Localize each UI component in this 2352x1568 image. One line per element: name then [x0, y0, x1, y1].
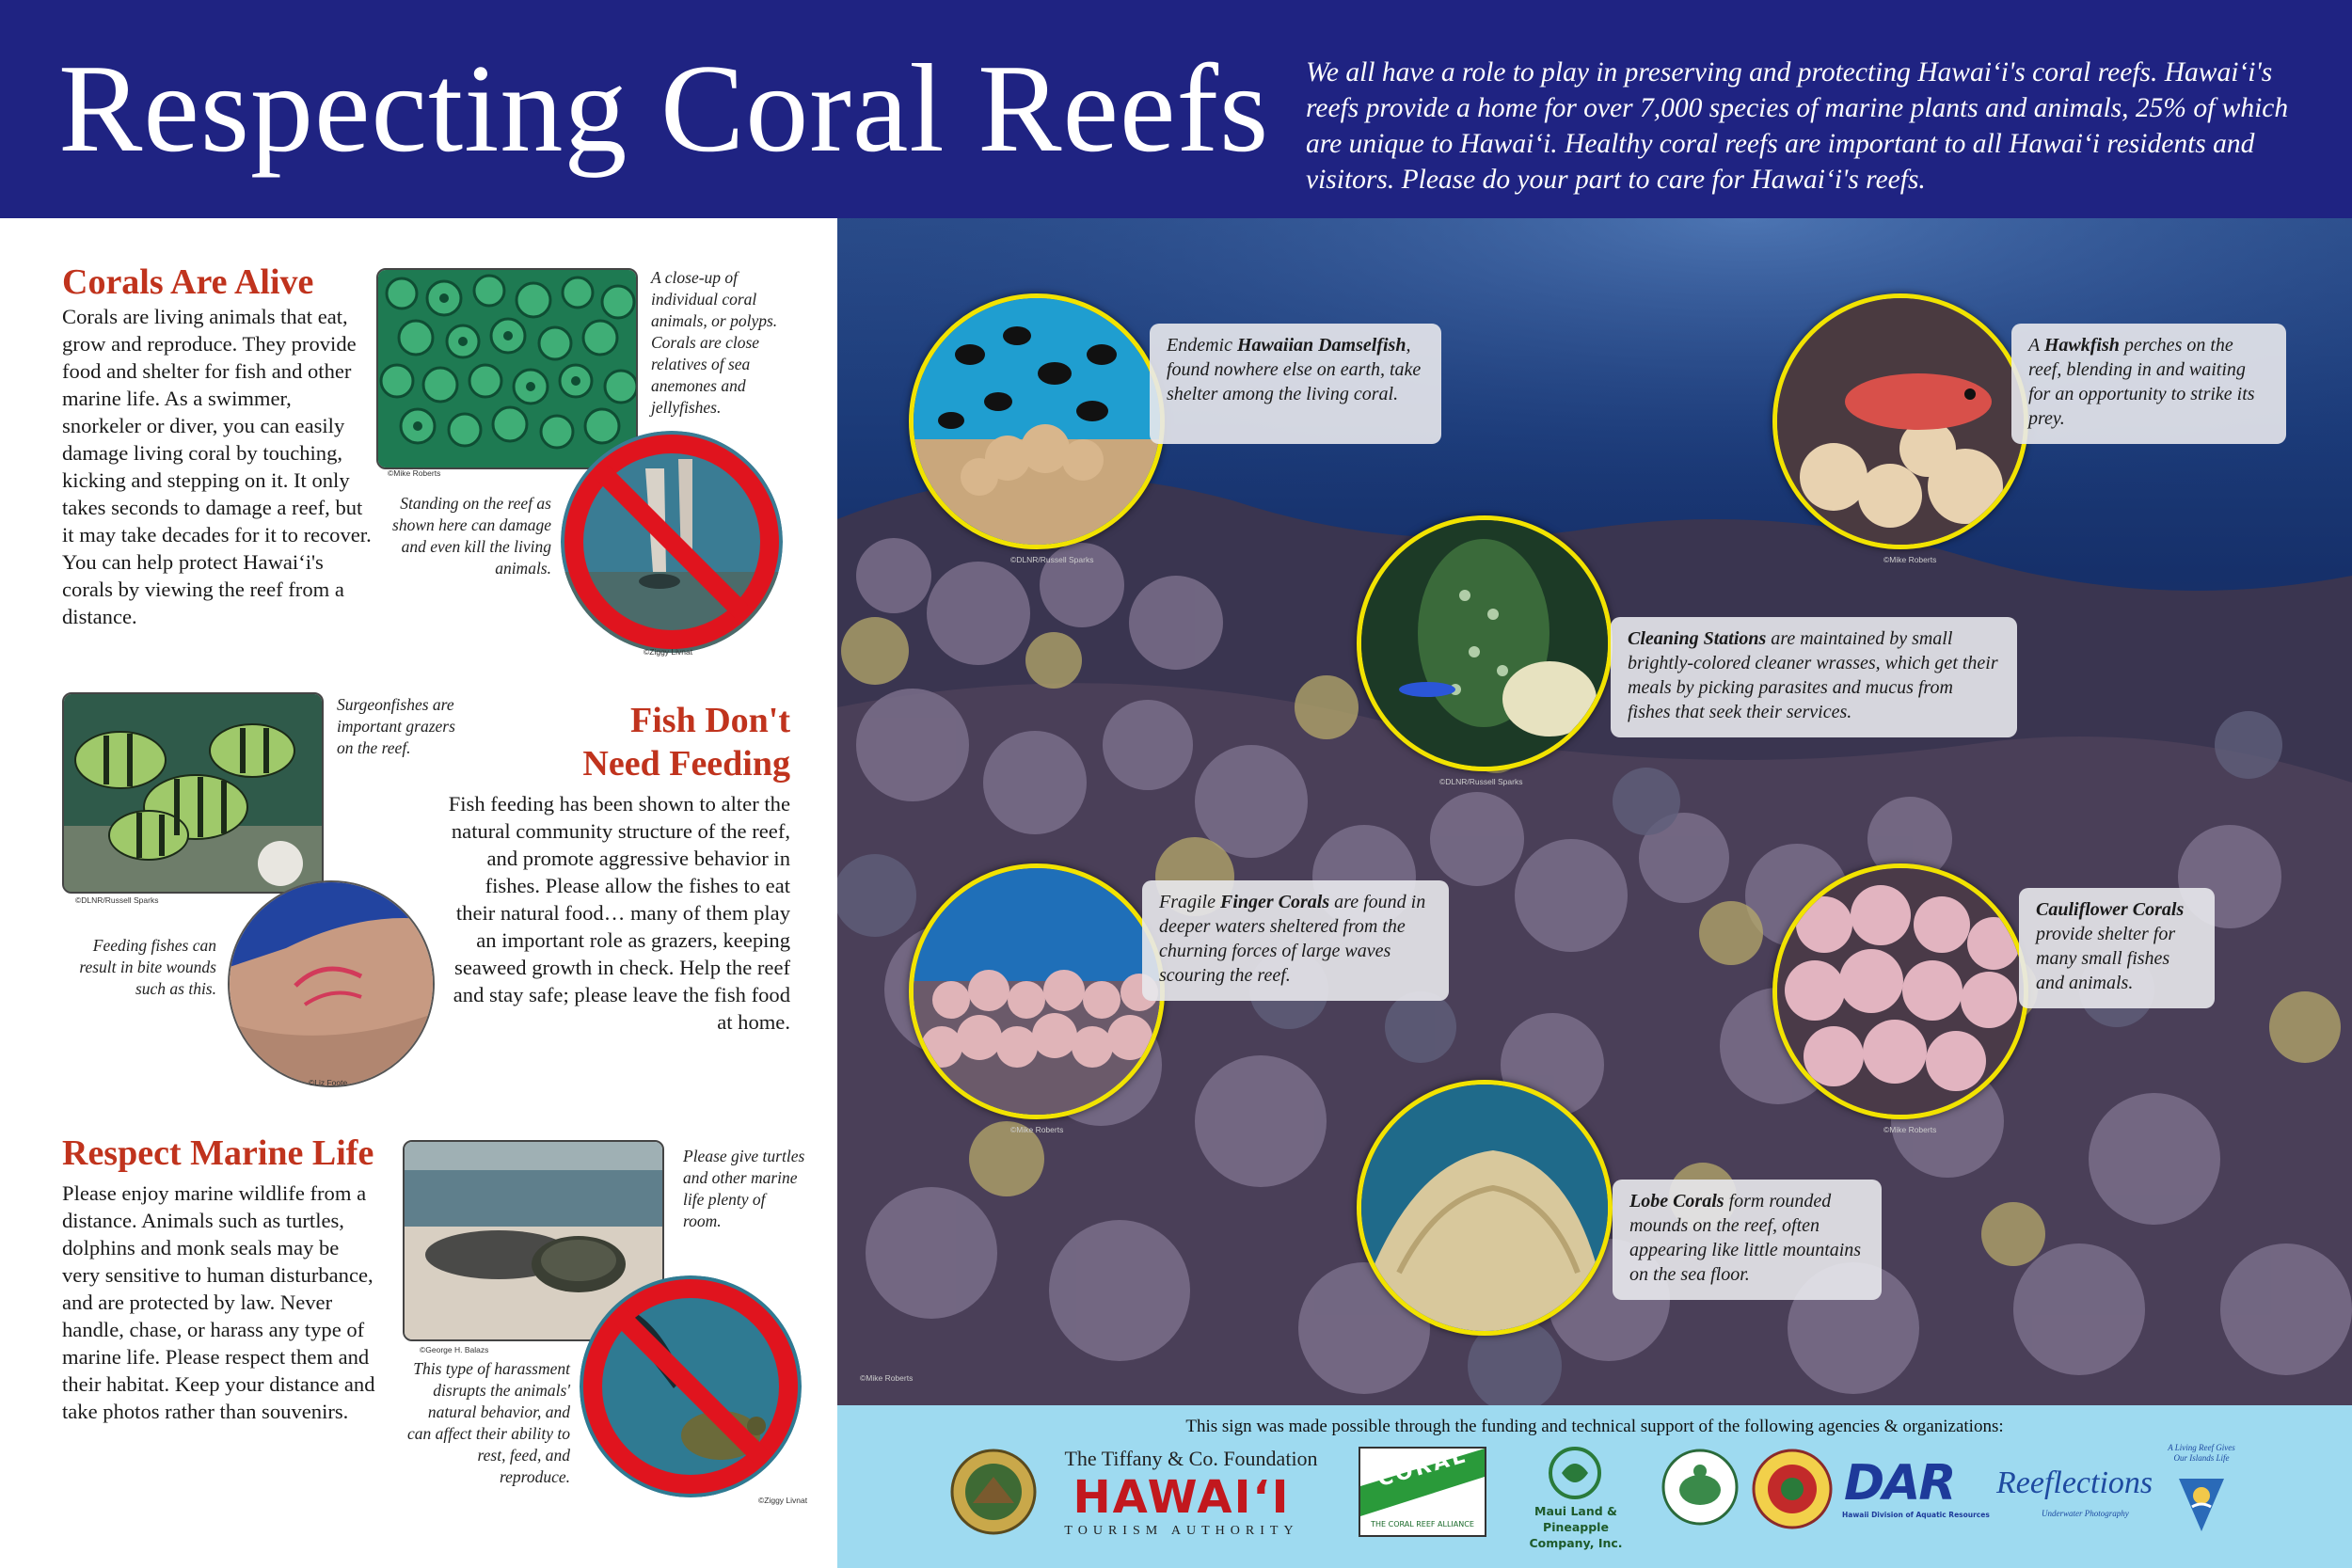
living-reef-label: A Living Reef Gives Our Islands Life	[2168, 1443, 2235, 1463]
lobe-coral-callout	[1613, 1180, 1882, 1300]
living-reef-logo	[2175, 1475, 2228, 1535]
corals-alive-heading: Corals Are Alive	[62, 262, 314, 302]
finger-text-pre: Fragile	[1159, 892, 1220, 912]
standing-caption: Standing on the reef as shown here can damage and even kill the living animals.	[392, 494, 551, 578]
damselfish-callout	[1150, 324, 1441, 444]
maui-land-pineapple-label	[1505, 1503, 1646, 1551]
corals-alive-body: Corals are living animals that eat, grow and reproduce. They provide food and shelter for fish and other marine life. As a swimmer, snorkeler or diver, you can easily damage living coral by touching, kicking and stepping on it. It only takes seconds to damage a reef, but it may take decades for it to recover. You can help protect Hawaiʻi's corals by viewing the reef from a distance.	[62, 305, 372, 628]
hawkfish-photo	[1772, 293, 2028, 549]
cleaning-station-callout	[1611, 617, 2017, 737]
fish-feeding-body: Fish feeding has been shown to alter the natural community structure of the reef, and promote aggressive behavior in fishes. Please allow the fishes to eat their natural food… many of them play an important role as grazers, keeping seaweed growth in check. Help the reef and stay safe; please leave the fish food at home.	[448, 792, 790, 1034]
cauliflower-text-post: provide shelter for many small fishes and animals.	[2036, 924, 2176, 993]
harass-photo-credit: ©Ziggy Livnat	[758, 1496, 808, 1505]
hawaii-tourism-authority-label: TOURISM AUTHORITY	[1064, 1524, 1299, 1538]
fish-feeding-heading-line2: Need Feeding	[582, 744, 790, 784]
polyp-caption: A close-up of individual coral animals, or polyps. Corals are close relatives of sea anemones and jellyfishes.	[651, 268, 778, 417]
dar-logo: DAR	[1844, 1455, 1955, 1512]
maui-label-line2: Company, Inc.	[1529, 1536, 1623, 1550]
dar-label: Hawaii Division of Aquatic Resources	[1842, 1511, 1990, 1519]
tiffany-foundation-logo: The Tiffany & Co. Foundation	[1064, 1447, 1318, 1470]
no-harassment-photo	[580, 1275, 802, 1497]
finger-text-bold: Finger Corals	[1220, 892, 1330, 912]
surgeonfish-photo-credit: ©DLNR/Russell Sparks	[75, 895, 159, 905]
no-standing-on-reef-photo	[561, 431, 783, 653]
turtle-seal-logo	[1661, 1449, 1739, 1526]
damselfish-text-post: , found nowhere else on earth, take shelter among the living coral.	[1167, 335, 1422, 404]
coral-polyps-photo	[376, 268, 638, 469]
turtle-caption: Please give turtles and other marine life plenty of room.	[683, 1147, 805, 1230]
cleaning-station-photo	[1357, 515, 1613, 771]
hawkfish-credit: ©Mike Roberts	[1883, 555, 1937, 564]
maui-label-line1: Maui Land & Pineapple	[1534, 1504, 1617, 1534]
seal-photo-credit: ©George H. Balazs	[420, 1345, 489, 1354]
cleaning-text-bold: Cleaning Stations	[1628, 628, 1767, 649]
cleaning-text-post: are maintained by small brightly-colored cleaner wrasses, which get their meals by picking parasites and mucus from fishes that seek their services.	[1628, 628, 1998, 722]
lobe-coral-photo	[1357, 1080, 1613, 1336]
page-title: Respecting Coral Reefs	[58, 39, 1270, 178]
cleaning-credit: ©DLNR/Russell Sparks	[1439, 777, 1523, 786]
finger-coral-photo	[909, 863, 1165, 1119]
lobe-text-post: form rounded mounds on the reef, often appearing like little mountains on the sea floor.	[1629, 1191, 1862, 1285]
finger-coral-credit: ©Mike Roberts	[1010, 1125, 1064, 1134]
hawkfish-callout	[2011, 324, 2286, 444]
hawaii-tourism-wordmark: HAWAIʻI	[1073, 1471, 1291, 1524]
fish-feeding-heading-line1: Fish Don't	[630, 701, 790, 740]
standing-photo-credit: ©Ziggy Livnat	[644, 647, 693, 657]
polyp-photo-credit: ©Mike Roberts	[388, 468, 441, 478]
maui-land-pineapple-icon	[1549, 1447, 1601, 1499]
main-photo-credit: ©Mike Roberts	[860, 1373, 914, 1383]
hawkfish-text-post: perches on the reef, blending in and waiting for an opportunity to strike its prey.	[2028, 335, 2255, 429]
coral-wordmark: CORAL	[1375, 1443, 1470, 1493]
cauliflower-coral-callout	[2019, 888, 2215, 1008]
intro-text: We all have a role to play in preserving and protecting Hawaiʻi's coral reefs. Hawaiʻi's reefs provide a home for over 7,000 species of marine plants and animals, 25% of which are unique to Hawaiʻi. Healthy coral reefs are important to all Hawaiʻi residents and visitors. Please do your part to care for Hawaiʻi's reefs.	[1306, 57, 2289, 195]
dlnr-seal-logo	[1752, 1449, 1833, 1529]
surgeonfish-caption: Surgeonfishes are important grazers on the reef.	[337, 695, 455, 757]
hawkfish-text-pre: A	[2028, 335, 2044, 356]
reeflections-label: Underwater Photography	[2042, 1509, 2129, 1518]
bite-photo-credit: ©Liz Foote	[309, 1078, 348, 1087]
surgeonfish-photo	[62, 692, 324, 894]
reeflections-logo: Reeflections	[1996, 1465, 2153, 1500]
damselfish-text-bold: Hawaiian Damselfish	[1236, 335, 1406, 356]
sponsor-statement: This sign was made possible through the funding and technical support of the following agencies & organizations:	[1185, 1417, 2004, 1436]
cauliflower-coral-photo	[1772, 863, 2028, 1119]
cauliflower-text-bold: Cauliflower Corals	[2036, 899, 2185, 920]
hawkfish-text-bold: Hawkfish	[2043, 335, 2120, 356]
bite-caption: Feeding fishes can result in bite wounds such as this.	[79, 936, 216, 998]
damselfish-credit: ©DLNR/Russell Sparks	[1010, 555, 1094, 564]
marine-life-heading: Respect Marine Life	[62, 1133, 374, 1173]
coral-reef-alliance-label: THE CORAL REEF ALLIANCE	[1371, 1520, 1474, 1528]
marine-life-body: Please enjoy marine wildlife from a distance. Animals such as turtles, dolphins and monk seals may be very sensitive to human disturbance, and are protected by law. Never handle, chase, or harass any type of marine life. Please respect them and their habitat. Keep your distance and take photos rather than souvenirs.	[62, 1181, 375, 1423]
harass-caption: This type of harassment disrupts the animals' natural behavior, and can affect their ability to rest, feed, and reproduce.	[406, 1359, 570, 1486]
coral-reef-alliance-logo	[1359, 1443, 1486, 1537]
damselfish-photo	[909, 293, 1165, 549]
finger-coral-callout	[1142, 880, 1449, 1001]
cauliflower-credit: ©Mike Roberts	[1883, 1125, 1937, 1134]
lobe-text-bold: Lobe Corals	[1629, 1191, 1724, 1212]
finger-text-post: are found in deeper waters sheltered from the churning forces of large waves scouring the reef.	[1159, 892, 1426, 986]
bite-wound-photo	[228, 880, 435, 1087]
county-seal-logo	[950, 1449, 1037, 1535]
damselfish-text-pre: Endemic	[1167, 335, 1237, 356]
